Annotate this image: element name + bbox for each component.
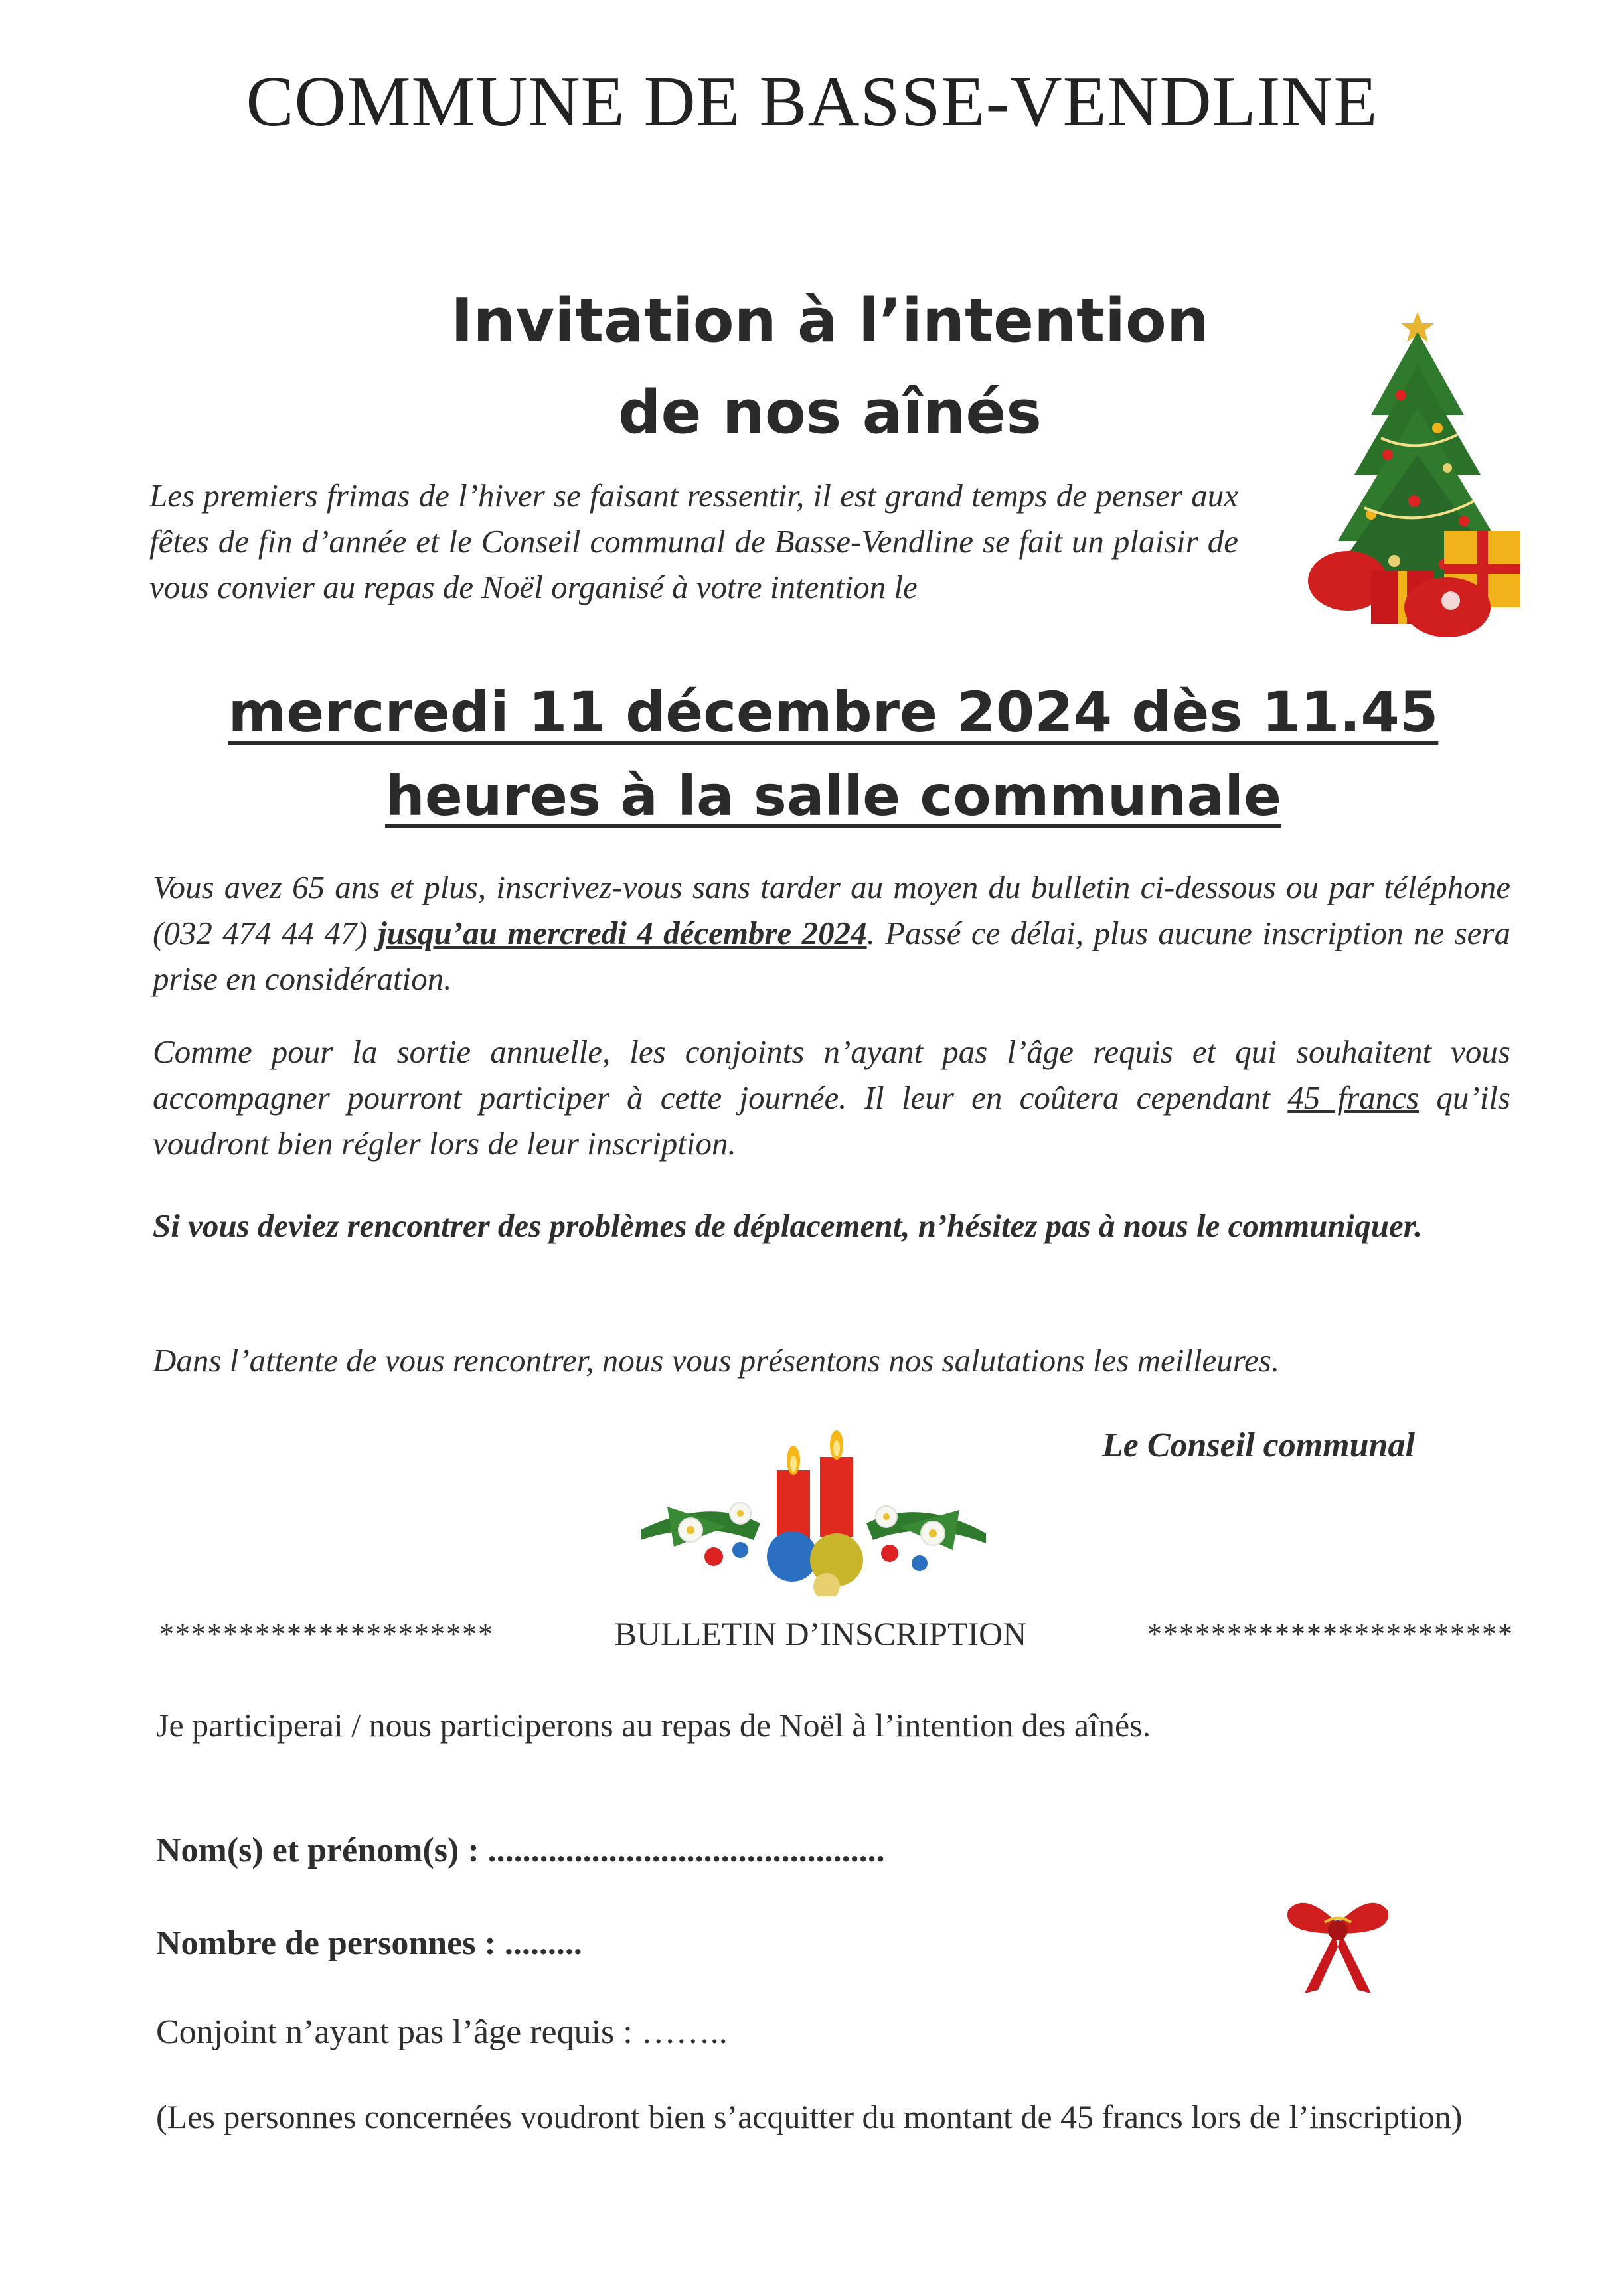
names-field[interactable] — [156, 1831, 885, 1870]
bulletin-stars-left: ********************* — [159, 1617, 494, 1650]
bulletin-header — [159, 1614, 1514, 1653]
spouses-text-part1: Comme pour la sortie annuelle, les conjoints n’ayant pas l’âge requis et qui souhaitent vous accompagner pourront participer à cette journée. Il leur en coûtera cependant — [153, 1033, 1510, 1116]
bulletin-stars-right: *********************** — [1147, 1617, 1514, 1650]
candles-wreath-icon — [627, 1397, 999, 1596]
people-count-dots[interactable]: ......... — [504, 1924, 582, 1962]
event-venue-line: heures à la salle communale — [385, 763, 1281, 828]
people-count-field[interactable] — [156, 1924, 582, 1963]
invitation-title-line1: Invitation à l’intention — [451, 286, 1209, 356]
spouses-amount: 45 francs — [1287, 1079, 1420, 1116]
spouse-label: Conjoint n’ayant pas l’âge requis : — [156, 2013, 641, 2051]
signature: Le Conseil communal — [1102, 1426, 1415, 1464]
invitation-title-line2: de nos aînés — [618, 378, 1042, 447]
payment-note: (Les personnes concernées voudront bien s’acquitter du montant de 45 francs lors de l’inscription) — [156, 2098, 1463, 2135]
people-count-label: Nombre de personnes : — [156, 1924, 505, 1962]
registration-text-part2: . Passé ce délai, plus aucune inscription ne sera prise en considération. — [153, 915, 1511, 997]
event-details — [153, 670, 1514, 838]
bulletin-title: BULLETIN D’INSCRIPTION — [614, 1615, 1027, 1652]
spouse-field[interactable] — [156, 2013, 728, 2052]
commune-title: COMMUNE DE BASSE-VENDLINE — [246, 62, 1378, 141]
invitation-title — [332, 275, 1328, 459]
closing-paragraph: Dans l’attente de vous rencontrer, nous vous présentons nos salutations les meilleures. — [153, 1342, 1280, 1379]
spouses-paragraph — [153, 1029, 1510, 1166]
event-date-line: mercredi 11 décembre 2024 dès 11.45 — [228, 680, 1439, 745]
registration-paragraph — [153, 864, 1510, 1002]
names-label: Nom(s) et prénom(s) : — [156, 1831, 488, 1869]
registration-text-part1: Vous avez 65 ans et plus, inscrivez-vous sans tarder au moyen du bulletin ci-dessous ou par téléphone (032 474 44 47) — [153, 869, 1510, 951]
names-dots[interactable]: .............................................. — [487, 1831, 885, 1869]
participation-statement: Je participerai / nous participerons au repas de Noël à l’intention des aînés. — [156, 1707, 1151, 1744]
intro-paragraph: Les premiers frimas de l’hiver se faisant ressentir, il est grand temps de penser aux fêtes de fin d’année et le Conseil communal de Basse-Vendline se fait un plaisir de vous convier au repas de Noël organisé à votre intention le — [149, 477, 1238, 605]
transport-paragraph: Si vous deviez rencontrer des problèmes de déplacement, n’hésitez pas à nous le communiquer. — [153, 1207, 1423, 1244]
registration-deadline: jusqu’au mercredi 4 décembre 2024 — [378, 915, 867, 951]
christmas-tree-icon — [1308, 302, 1527, 647]
red-bow-icon — [1278, 1884, 1398, 2003]
spouses-text-part2: qu’ils voudront bien régler lors de leur inscription. — [153, 1079, 1510, 1162]
spouse-dots[interactable]: …….. — [641, 2013, 728, 2051]
